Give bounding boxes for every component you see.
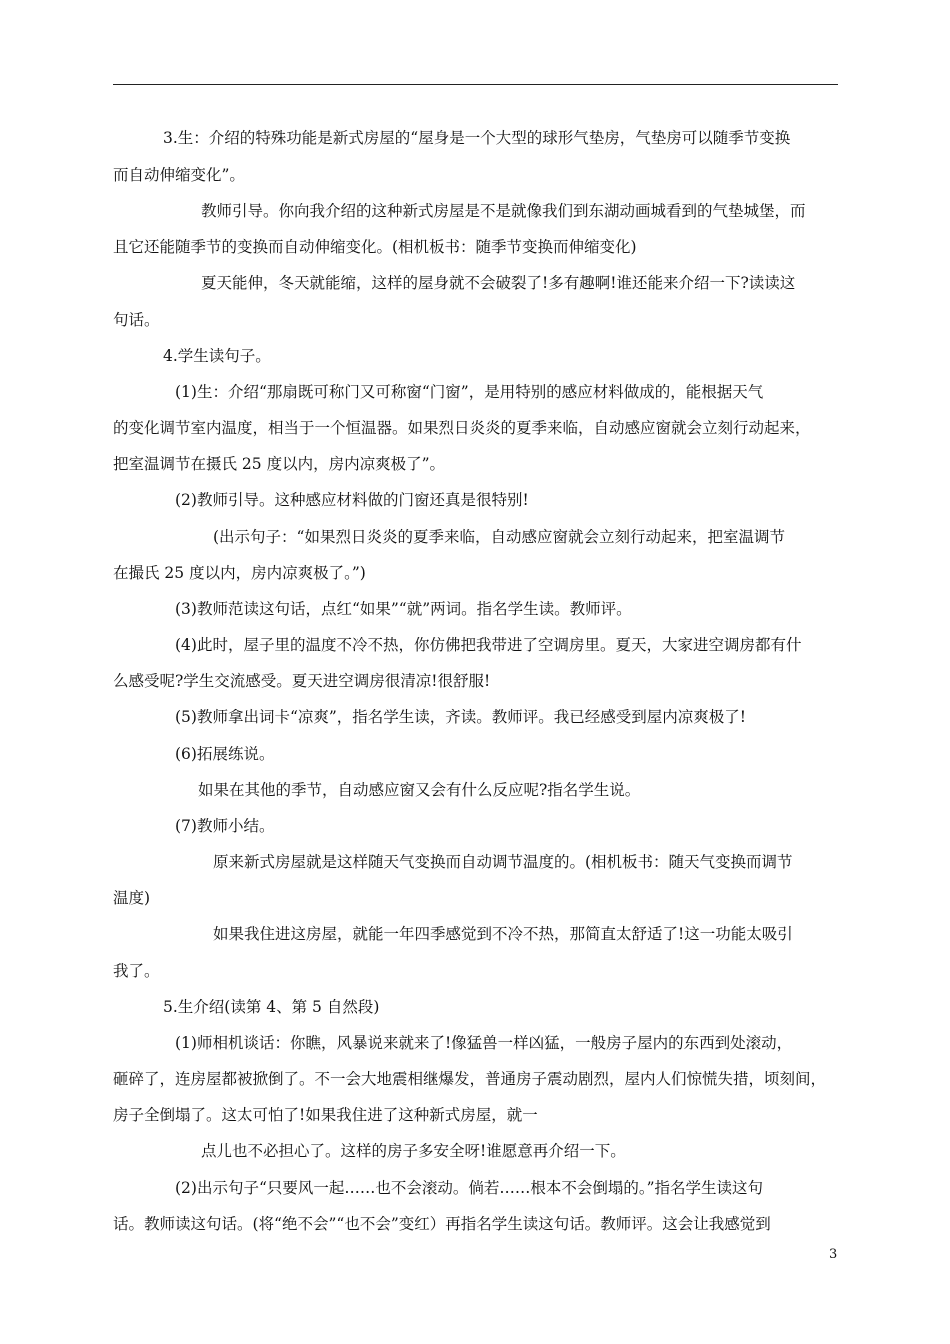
text-line: (出示句子：“如果烈日炎炎的夏季来临，自动感应窗就会立刻行动起来，把室温调节 xyxy=(213,528,785,546)
text-line: (1)生：介绍“那扇既可称门又可称窗“门窗”，是用特别的感应材料做成的，能根据天气 xyxy=(175,383,764,401)
text-line: 如果在其他的季节，自动感应窗又会有什么反应呢?指名学生说。 xyxy=(198,781,641,799)
text-line: 话。教师读这句话。(将“绝不会”“也不会”变红）再指名学生读这句话。教师评。这会让我感觉到 xyxy=(113,1215,771,1233)
text-line: (4)此时，屋子里的温度不冷不热，你仿佛把我带进了空调房里。夏天，大家进空调房都有什 xyxy=(175,636,802,654)
text-line: (3)教师范读这句话，点红“如果”“就”两词。指名学生读。教师评。 xyxy=(175,600,632,618)
text-line: 温度) xyxy=(113,889,151,907)
text-line: 原来新式房屋就是这样随天气变换而自动调节温度的。(相机板书：随天气变换而调节 xyxy=(213,853,793,871)
text-line: 点儿也不必担心了。这样的房子多安全呀!谁愿意再介绍一下。 xyxy=(201,1142,626,1160)
text-line: 教师引导。你向我介绍的这种新式房屋是不是就像我们到东湖动画城看到的气垫城堡，而 xyxy=(201,202,806,220)
text-line: 而自动伸缩变化”。 xyxy=(113,166,245,184)
text-line: 如果我住进这房屋，就能一年四季感觉到不冷不热，那简直太舒适了!这一功能太吸引 xyxy=(213,925,793,943)
text-line: (2)出示句子“只要风一起……也不会滚动。倘若……根本不会倒塌的。”指名学生读这句 xyxy=(175,1179,764,1197)
text-line: 砸碎了，连房屋都被掀倒了。不一会大地震相继爆发，普通房子震动剧烈，屋内人们惊慌失措，顷刻间， xyxy=(113,1070,827,1088)
text-line: (1)师相机谈话：你瞧，风暴说来就来了!像猛兽一样凶猛，一般房子屋内的东西到处滚动， xyxy=(175,1034,793,1052)
text-line: (6)拓展练说。 xyxy=(175,745,275,763)
page-number: 3 xyxy=(829,1247,838,1262)
text-line: (5)教师拿出词卡“凉爽”，指名学生读，齐读。教师评。我已经感受到屋内凉爽极了! xyxy=(175,708,747,726)
text-line: 且它还能随季节的变换而自动伸缩变化。(相机板书：随季节变换而伸缩变化) xyxy=(113,238,637,256)
text-line: 在撮氏 25 度以内，房内凉爽极了。”) xyxy=(113,564,366,582)
text-line: 3.生：介绍的特殊功能是新式房屋的“屋身是一个大型的球形气垫房，气垫房可以随季节变换 xyxy=(163,129,791,147)
text-line: 么感受呢?学生交流感受。夏天进空调房很清凉!很舒服! xyxy=(113,672,491,690)
text-line: (2)教师引导。这种感应材料做的门窗还真是很特别! xyxy=(175,491,529,509)
header-rule xyxy=(113,84,838,85)
text-line: 房子全倒塌了。这太可怕了!如果我住进了这种新式房屋，就一 xyxy=(113,1106,538,1124)
text-line: 的变化调节室内温度，相当于一个恒温器。如果烈日炎炎的夏季来临，自动感应窗就会立刻行动起来， xyxy=(113,419,811,437)
text-line: (7)教师小结。 xyxy=(175,817,275,835)
text-line: 夏天能伸，冬天就能缩，这样的屋身就不会破裂了!多有趣啊!谁还能来介绍一下?读读这 xyxy=(201,274,796,292)
text-line: 5.生介绍(读第 4、第 5 自然段) xyxy=(163,998,380,1016)
text-line: 把室温调节在摄氏 25 度以内，房内凉爽极了”。 xyxy=(113,455,446,473)
text-line: 句话。 xyxy=(113,311,160,329)
text-line: 4.学生读句子。 xyxy=(163,347,271,365)
text-line: 我了。 xyxy=(113,962,160,980)
